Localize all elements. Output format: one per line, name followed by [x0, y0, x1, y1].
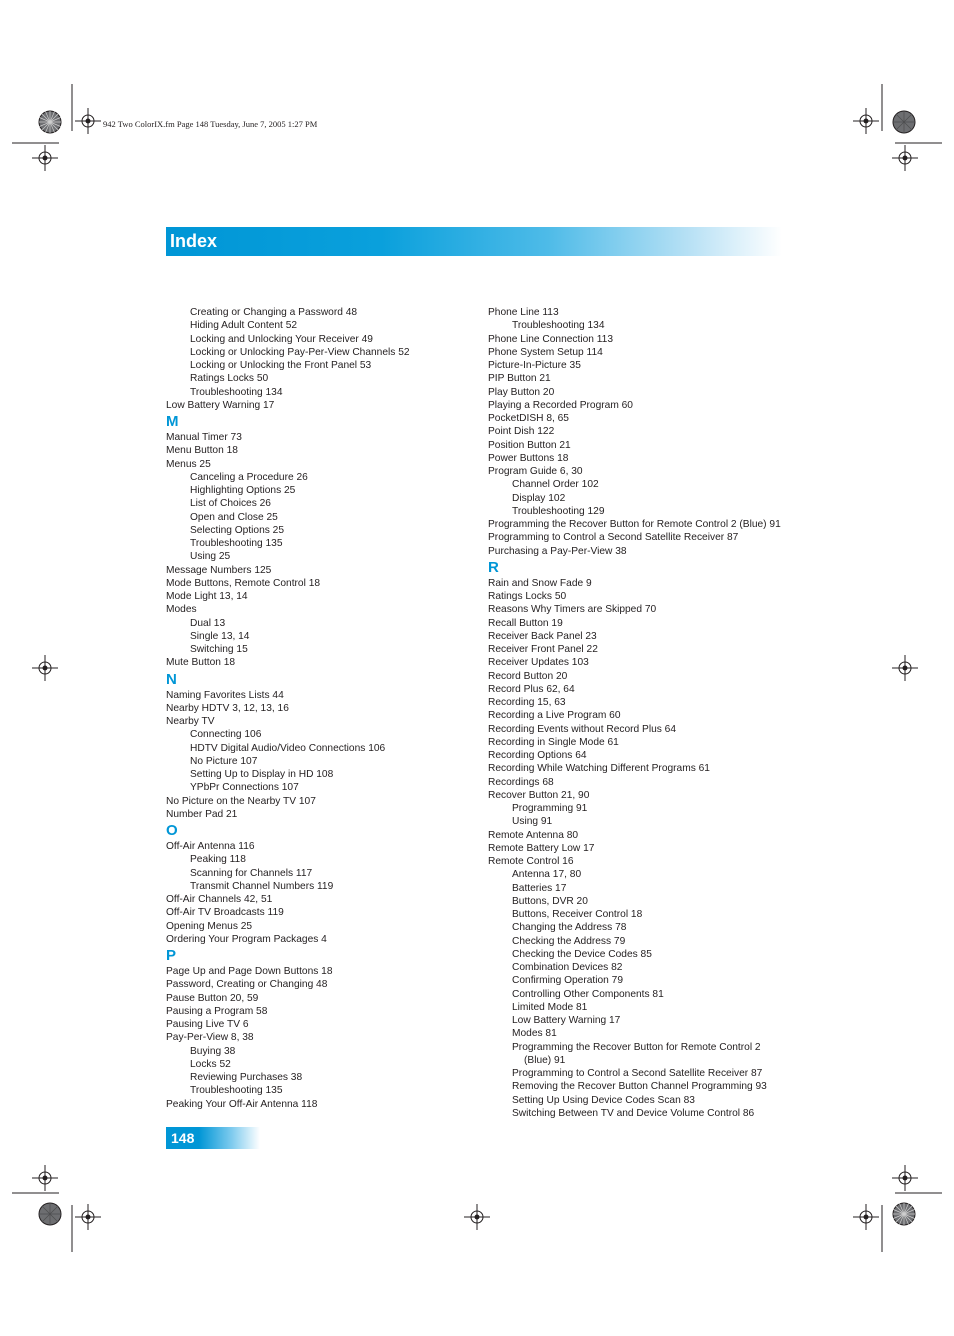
index-entry: Modes [166, 604, 197, 616]
index-entry: Record Button 20 [488, 670, 568, 682]
index-entry: No Picture on the Nearby TV 107 [166, 795, 316, 807]
index-entry: Manual Timer 73 [166, 432, 242, 443]
index-entry: Menu Button 18 [166, 445, 238, 457]
index-entry: Ratings Locks 50 [488, 591, 567, 602]
index-subentry: Open and Close 25 [190, 511, 278, 523]
index-entry: Off-Air Channels 42, 51 [166, 894, 273, 905]
index-letter-heading: R [488, 558, 499, 576]
index-subentry: Hiding Adult Content 52 [190, 320, 298, 332]
index-subentry: Confirming Operation 79 [512, 975, 623, 987]
index-subentry: Reviewing Purchases 38 [190, 1072, 303, 1083]
index-entry: Reasons Why Timers are Skipped 70 [488, 604, 657, 616]
index-entry: Purchasing a Pay-Per-View 38 [488, 545, 627, 557]
index-letter-heading: N [166, 670, 177, 688]
index-letter-heading: M [166, 413, 179, 430]
index-subentry: List of Choices 26 [190, 498, 271, 510]
index-entry: PocketDISH 8, 65 [488, 413, 569, 424]
index-subentry: Using 91 [512, 816, 553, 828]
index-entry: Peaking Your Off-Air Antenna 118 [166, 1098, 318, 1110]
registration-target-icon [32, 655, 58, 681]
index-entry: Message Numbers 125 [166, 564, 272, 576]
index-entry: Nearby HDTV 3, 12, 13, 16 [166, 702, 289, 714]
index-entry: Nearby TV [166, 716, 215, 727]
index-subentry: Modes 81 [512, 1028, 557, 1040]
index-subentry: Selecting Options 25 [190, 524, 285, 536]
index-subentry: (Blue) 91 [524, 1054, 566, 1066]
index-entry: Rain and Snow Fade 9 [488, 577, 592, 589]
index-entry: Receiver Front Panel 22 [488, 644, 598, 655]
index-entry: Ordering Your Program Packages 4 [166, 933, 327, 945]
registration-target-icon [892, 1165, 918, 1191]
registration-target-icon [75, 1204, 101, 1230]
index-subentry: Connecting 106 [190, 729, 262, 741]
index-subentry: Locking or Unlocking the Front Panel 53 [190, 360, 372, 371]
index-entry: Pausing a Program 58 [166, 1005, 268, 1017]
print-slug: 942 Two ColorIX.fm Page 148 Tuesday, June 7, 2005 1:27 PM [103, 119, 318, 129]
index-entry: Low Battery Warning 17 [166, 399, 275, 411]
index-entry: Opening Menus 25 [166, 920, 253, 932]
index-subentry: Creating or Changing a Password 48 [190, 307, 358, 318]
index-subentry: Troubleshooting 134 [512, 320, 605, 332]
index-entry: Recall Button 19 [488, 617, 563, 629]
color-target-icon [892, 1202, 916, 1226]
page-title: Index [170, 231, 218, 251]
index-subentry: Using 25 [190, 551, 231, 563]
index-entry: PIP Button 21 [488, 373, 551, 385]
index-title-bar [166, 227, 782, 256]
index-entry: Phone Line 113 [488, 307, 559, 318]
index-subentry: Low Battery Warning 17 [512, 1015, 621, 1026]
index-entry: Menus 25 [166, 458, 211, 470]
index-subentry: Locking or Unlocking Pay-Per-View Channels 52 [190, 346, 410, 358]
index-entry: Recover Button 21, 90 [488, 789, 590, 801]
index-subentry: Display 102 [512, 492, 566, 504]
registration-target-icon [75, 108, 101, 134]
index-subentry: Combination Devices 82 [512, 962, 623, 973]
index-column-left [166, 306, 486, 1111]
registration-target-icon [853, 1204, 879, 1230]
color-target-icon [38, 1202, 62, 1226]
index-subentry: Removing the Recover Button Channel Programming 93 [512, 1081, 767, 1093]
index-subentry: Peaking 118 [190, 854, 246, 866]
index-subentry: Setting Up to Display in HD 108 [190, 769, 334, 780]
index-subentry: Programming the Recover Button for Remote Control 2 [512, 1041, 761, 1053]
index-entry: Pausing Live TV 6 [166, 1019, 249, 1030]
index-entry: Playing a Recorded Program 60 [488, 399, 633, 411]
index-subentry: Transmit Channel Numbers 119 [190, 880, 334, 892]
index-entry: Picture-In-Picture 35 [488, 360, 581, 371]
index-subentry: Buttons, DVR 20 [512, 895, 588, 907]
index-letter-heading: P [166, 947, 177, 964]
index-entry: Recording Options 64 [488, 750, 587, 761]
index-entry: Point Dish 122 [488, 426, 555, 438]
index-entry: Program Guide 6, 30 [488, 466, 583, 477]
index-entry: Page Up and Page Down Buttons 18 [166, 966, 333, 977]
registration-target-icon [32, 1165, 58, 1191]
index-subentry: Locking and Unlocking Your Receiver 49 [190, 333, 373, 345]
registration-target-icon [32, 145, 58, 171]
index-subentry: Locks 52 [190, 1058, 231, 1070]
index-subentry: Ratings Locks 50 [190, 373, 269, 385]
index-entry: Receiver Back Panel 23 [488, 630, 597, 642]
index-subentry: Changing the Address 78 [512, 922, 627, 934]
index-subentry: Limited Mode 81 [512, 1001, 588, 1013]
index-entry: Phone System Setup 114 [488, 346, 603, 358]
page-number-bar [166, 1127, 260, 1149]
index-entry: Record Plus 62, 64 [488, 683, 575, 695]
index-subentry: Antenna 17, 80 [512, 869, 582, 881]
index-entry: Programming to Control a Second Satellite Receiver 87 [488, 532, 739, 544]
index-entry: Remote Antenna 80 [488, 829, 579, 841]
index-entry: Power Buttons 18 [488, 452, 569, 464]
index-entry: Recording 15, 63 [488, 697, 566, 708]
registration-target-icon [892, 655, 918, 681]
index-entry: Programming the Recover Button for Remote Control 2 (Blue) 91 [488, 519, 781, 530]
index-letter-heading: O [166, 822, 178, 839]
index-subentry: Checking the Address 79 [512, 935, 626, 947]
index-entry: Remote Control 16 [488, 856, 574, 867]
color-target-icon [892, 110, 916, 134]
index-entry: Naming Favorites Lists 44 [166, 689, 284, 701]
index-subentry: Troubleshooting 129 [512, 505, 605, 517]
index-subentry: Buttons, Receiver Control 18 [512, 909, 643, 920]
index-subentry: Single 13, 14 [190, 630, 250, 642]
index-entry: Recording While Watching Different Programs 61 [488, 763, 710, 775]
index-subentry: Scanning for Channels 117 [190, 867, 313, 879]
index-subentry: Checking the Device Codes 85 [512, 948, 652, 960]
index-entry: Recording a Live Program 60 [488, 710, 621, 722]
registration-target-icon [853, 108, 879, 134]
index-subentry: No Picture 107 [190, 755, 258, 767]
index-entry: Mute Button 18 [166, 657, 236, 669]
index-entry: Receiver Updates 103 [488, 657, 589, 669]
index-subentry: Canceling a Procedure 26 [190, 471, 308, 483]
index-subentry: Programming to Control a Second Satellite Receiver 87 [512, 1068, 763, 1079]
index-entry: Recording Events without Record Plus 64 [488, 723, 677, 735]
index-entry: Recording in Single Mode 61 [488, 736, 619, 748]
index-entry: Position Button 21 [488, 439, 571, 451]
index-subentry: Troubleshooting 135 [190, 538, 283, 549]
registration-target-icon [464, 1204, 490, 1230]
index-entry: Pay-Per-View 8, 38 [166, 1032, 254, 1044]
index-entry: Phone Line Connection 113 [488, 333, 613, 345]
index-entry: Off-Air TV Broadcasts 119 [166, 907, 284, 919]
index-subentry: YPbPr Connections 107 [190, 782, 299, 794]
index-column-right [488, 306, 808, 1120]
index-entry: Remote Battery Low 17 [488, 842, 595, 854]
index-subentry: Batteries 17 [512, 882, 567, 894]
index-entry: Play Button 20 [488, 386, 555, 398]
index-subentry: Highlighting Options 25 [190, 485, 296, 496]
index-entry: Mode Light 13, 14 [166, 591, 248, 602]
index-subentry: Controlling Other Components 81 [512, 988, 664, 1000]
index-entry: Pause Button 20, 59 [166, 992, 259, 1004]
index-subentry: Dual 13 [190, 617, 226, 629]
page-number: 148 [171, 1130, 195, 1146]
index-entry: Number Pad 21 [166, 808, 238, 820]
index-subentry: Channel Order 102 [512, 479, 599, 491]
index-subentry: Troubleshooting 134 [190, 386, 283, 398]
index-subentry: Setting Up Using Device Codes Scan 83 [512, 1094, 695, 1106]
index-subentry: Switching 15 [190, 644, 248, 655]
index-entry: Off-Air Antenna 116 [166, 841, 255, 852]
index-subentry: Programming 91 [512, 803, 588, 814]
index-subentry: Buying 38 [190, 1045, 236, 1057]
color-target-icon [38, 110, 62, 134]
index-entry: Recordings 68 [488, 776, 554, 788]
index-entry: Mode Buttons, Remote Control 18 [166, 577, 321, 589]
index-subentry: Troubleshooting 135 [190, 1085, 283, 1097]
registration-target-icon [892, 145, 918, 171]
index-entry: Password, Creating or Changing 48 [166, 979, 328, 991]
index-subentry: Switching Between TV and Device Volume Control 86 [512, 1107, 755, 1119]
index-subentry: HDTV Digital Audio/Video Connections 106 [190, 742, 386, 754]
